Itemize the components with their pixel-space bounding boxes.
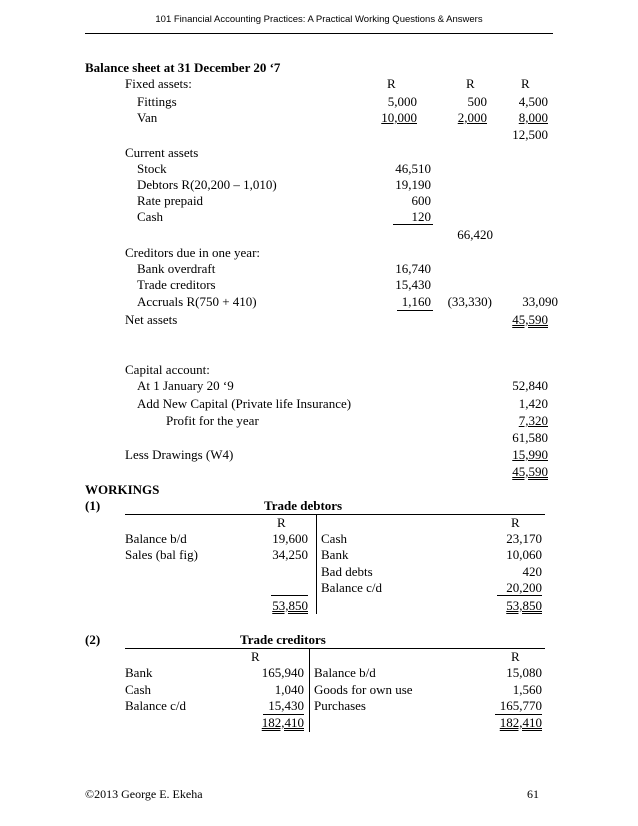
working-2-title: Trade creditors: [240, 632, 326, 647]
w2-right-value-3: 165,770: [499, 698, 542, 713]
debtors-value: 19,190: [395, 177, 431, 192]
working-2-col-r-right: R: [511, 649, 520, 664]
rate-prepaid-label: Rate prepaid: [137, 193, 204, 208]
current-assets-total: 66,420: [457, 227, 493, 242]
w2-right-total: 182,410: [499, 715, 542, 730]
w2-right-value-1: 15,080: [506, 665, 542, 680]
w1-left-value-1: 19,600: [272, 531, 308, 546]
accruals-value: 1,160: [401, 294, 431, 309]
w1-right-value-3: 420: [522, 564, 542, 579]
drawings-label: Less Drawings (W4): [125, 447, 234, 462]
cash-value: 120: [411, 209, 431, 224]
w1-right-value-2: 10,060: [506, 547, 542, 562]
w1-right-value-4: 20,200: [506, 580, 542, 595]
w1-right-total-rule: [497, 595, 542, 596]
running-header: 101 Financial Accounting Practices: A Practical Working Questions & Answers: [155, 14, 483, 25]
w2-left-value-3: 15,430: [268, 698, 304, 713]
new-capital-value: 1,420: [518, 396, 548, 411]
w1-right-label-4: Balance c/d: [321, 580, 382, 595]
working-1-col-r-left: R: [277, 515, 286, 530]
profit-label: Profit for the year: [166, 413, 259, 428]
opening-capital-label: At 1 January 20 ‘9: [137, 378, 234, 393]
header-rule: [85, 33, 553, 34]
w1-left-label-1: Balance b/d: [125, 531, 187, 546]
rate-prepaid-value: 600: [411, 193, 431, 208]
working-2-divider: [309, 648, 310, 732]
w2-left-value-2: 1,040: [274, 682, 304, 697]
net-assets-label: Net assets: [125, 312, 178, 327]
fittings-nbv: 4,500: [518, 94, 548, 109]
capital-label: Capital account:: [125, 362, 210, 377]
working-2-col-r-left: R: [251, 649, 260, 664]
fittings-depreciation: 500: [467, 94, 487, 109]
drawings-value: 15,990: [512, 447, 548, 462]
col-header-r: R: [466, 76, 475, 91]
working-1-number: (1): [85, 498, 101, 513]
w2-right-label-3: Purchases: [314, 698, 366, 713]
w1-right-value-1: 23,170: [506, 531, 542, 546]
w1-left-total-rule: [271, 595, 308, 596]
w2-left-label-2: Cash: [125, 682, 151, 697]
working-1-divider: [316, 514, 317, 614]
balance-sheet-title: Balance sheet at 31 December 20 ‘7: [85, 60, 281, 75]
working-1-col-r-right: R: [511, 515, 520, 530]
col-header-r: R: [521, 76, 530, 91]
stock-value: 46,510: [395, 161, 431, 176]
working-1-top-rule: [125, 514, 545, 515]
w2-right-label-2: Goods for own use: [314, 682, 413, 697]
opening-capital-value: 52,840: [512, 378, 548, 393]
debtors-label: Debtors R(20,200 – 1,010): [137, 177, 277, 192]
w1-left-value-2: 34,250: [272, 547, 308, 562]
w1-right-label-3: Bad debts: [321, 564, 373, 579]
cash-label: Cash: [137, 209, 163, 224]
creditors-label: Creditors due in one year:: [125, 245, 261, 260]
w2-right-value-2: 1,560: [512, 682, 542, 697]
capital-total: 45,590: [512, 464, 548, 479]
bank-overdraft-label: Bank overdraft: [137, 261, 216, 276]
working-2-top-rule: [125, 648, 545, 649]
van-cost: 10,000: [381, 110, 417, 125]
fittings-cost: 5,000: [387, 94, 417, 109]
w1-left-total: 53,850: [272, 598, 308, 613]
accruals-underline: [397, 310, 433, 311]
van-label: Van: [137, 110, 158, 125]
working-1-title: Trade debtors: [264, 498, 343, 513]
stock-label: Stock: [137, 161, 167, 176]
trade-creditors-label: Trade creditors: [137, 277, 216, 292]
fixed-assets-total: 12,500: [512, 127, 548, 142]
footer-copyright: ©2013 George E. Ekeha: [85, 787, 203, 801]
cash-underline: [393, 224, 433, 225]
net-current-assets: 33,090: [522, 294, 558, 309]
page-number: 61: [527, 787, 539, 801]
working-2-number: (2): [85, 632, 101, 647]
capital-subtotal: 61,580: [512, 430, 548, 445]
w2-left-total: 182,410: [261, 715, 304, 730]
w1-right-label-2: Bank: [321, 547, 349, 562]
bank-overdraft-value: 16,740: [395, 261, 431, 276]
van-depreciation: 2,000: [457, 110, 487, 125]
w2-left-label-1: Bank: [125, 665, 153, 680]
new-capital-label: Add New Capital (Private life Insurance): [137, 396, 352, 411]
van-nbv: 8,000: [518, 110, 548, 125]
profit-value: 7,320: [518, 413, 548, 428]
accruals-label: Accruals R(750 + 410): [137, 294, 257, 309]
w1-left-label-2: Sales (bal fig): [125, 547, 198, 562]
w1-right-label-1: Cash: [321, 531, 347, 546]
col-header-r: R: [387, 76, 396, 91]
fixed-assets-label: Fixed assets:: [125, 76, 192, 91]
w1-right-total: 53,850: [506, 598, 542, 613]
current-assets-label: Current assets: [125, 145, 199, 160]
workings-title: WORKINGS: [85, 482, 160, 497]
creditors-subtotal: (33,330): [447, 294, 492, 309]
w2-left-value-1: 165,940: [261, 665, 304, 680]
fittings-label: Fittings: [137, 94, 177, 109]
net-assets-value: 45,590: [512, 312, 548, 327]
trade-creditors-value: 15,430: [395, 277, 431, 292]
w2-left-label-3: Balance c/d: [125, 698, 186, 713]
w2-right-label-1: Balance b/d: [314, 665, 376, 680]
